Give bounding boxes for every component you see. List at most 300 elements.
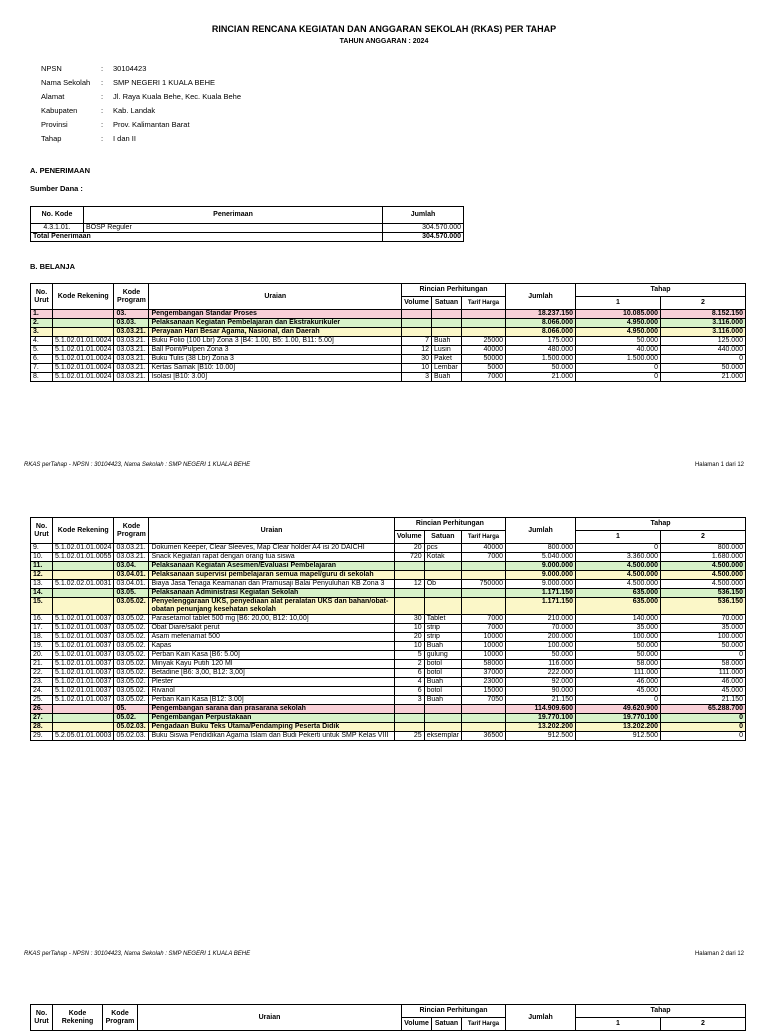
cell-tahap-1: 4.950.000 — [576, 328, 661, 337]
cell-uraian: Kertas Samak [B10: 10.00] — [149, 364, 402, 373]
cell-kode-program: 03.03.21. — [114, 346, 149, 355]
cell-kode-program: 03.03.21. — [114, 553, 149, 562]
cell-tahap-1: 4.950.000 — [576, 319, 661, 328]
cell-jumlah: 21.000 — [506, 373, 576, 382]
cell-tahap-1: 50.000 — [576, 642, 661, 651]
cell-no: 17. — [31, 624, 53, 633]
cell-kode-rekening: 5.1.02.01.01.0024 — [53, 373, 114, 382]
cell-jumlah: 50.000 — [506, 651, 576, 660]
cell-satuan — [424, 562, 461, 571]
cell-volume: 720 — [394, 553, 424, 562]
table-row — [31, 723, 746, 732]
cell-tahap-2: 46.000 — [661, 678, 746, 687]
page-footer: RKAS perTahap - NPSN : 30104423, Nama Sekolah : SMP NEGERI 1 KUALA BEHE — [24, 951, 251, 957]
cell-tahap-1: 0 — [576, 544, 661, 553]
cell-kode-program: 03.03.21. — [114, 355, 149, 364]
cell-tahap-1: 4.500.000 — [576, 571, 661, 580]
cell-kode-program: 03.04. — [114, 562, 149, 571]
cell-uraian: Isolasi [B10: 3.00] — [149, 373, 402, 382]
cell-no: 19. — [31, 642, 53, 651]
cell-kode-program: 03.04.01. — [114, 580, 149, 589]
cell-kode-rekening: 5.1.02.01.01.0037 — [53, 678, 114, 687]
cell-satuan: botol — [424, 687, 461, 696]
cell-uraian: Pelaksanaan Administrasi Kegiatan Sekolah — [149, 589, 394, 598]
cell-tarif: 23000 — [462, 678, 506, 687]
info-value: Jl. Raya Kuala Behe, Kec. Kuala Behe — [113, 92, 241, 101]
table-row — [31, 598, 746, 615]
cell-uraian: Snack Kegiatan rapat dengan orang tua siswa — [149, 553, 394, 562]
cell-satuan: botol — [424, 660, 461, 669]
cell-kode-program: 03.03.21. — [114, 544, 149, 553]
cell-kode-program: 03.05.02. — [114, 660, 149, 669]
table-row — [31, 660, 746, 669]
info-separator: : — [101, 120, 104, 129]
cell-volume: 10 — [394, 624, 424, 633]
cell-tarif — [462, 310, 506, 319]
cell-tahap-2: 3.116.000 — [661, 328, 746, 337]
cell-uraian: Buku Tulis (38 Lbr) Zona 3 — [149, 355, 402, 364]
info-value: I dan II — [113, 134, 136, 143]
cell-tahap-2: 0 — [661, 355, 746, 364]
cell-volume: 4 — [394, 678, 424, 687]
cell-uraian: Pengembangan Standar Proses — [149, 310, 402, 319]
cell-tahap-2: 0 — [661, 651, 746, 660]
cell-uraian: Parasetamol tablet 500 mg [B6: 20,00, B12: 10,00] — [149, 615, 394, 624]
info-separator: : — [101, 106, 104, 115]
cell-jumlah: 114.909.600 — [506, 705, 576, 714]
header-volume: Volume — [402, 1018, 432, 1031]
table-row — [31, 319, 746, 328]
cell-volume: 5 — [394, 651, 424, 660]
cell-kode-rekening — [53, 319, 114, 328]
cell-no: 5. — [31, 346, 53, 355]
cell-no: 18. — [31, 633, 53, 642]
cell-kode-rekening: 5.1.02.01.01.0037 — [53, 624, 114, 633]
cell-kode-rekening: 5.1.02.01.01.0037 — [53, 615, 114, 624]
cell-tahap-1: 635.000 — [576, 589, 661, 598]
cell-tahap-2: 440.000 — [661, 346, 746, 355]
cell-volume: 2 — [394, 660, 424, 669]
document-title: RINCIAN RENCANA KEGIATAN DAN ANGGARAN SEKOLAH (RKAS) PER TAHAP — [211, 24, 557, 34]
header-kode-rekening: Kode Rekening — [53, 518, 114, 544]
table-row — [31, 732, 746, 741]
cell-tahap-1: 46.000 — [576, 678, 661, 687]
info-value: Prov. Kalimantan Barat — [113, 120, 190, 129]
cell-volume: 10 — [394, 642, 424, 651]
cell-uraian: Pelaksanaan supervisi pembelajaran semua mapel/guru di sekolah — [149, 571, 394, 580]
header-no: No. Urut — [31, 518, 53, 544]
cell-satuan: Buah — [424, 642, 461, 651]
cell-kode-rekening — [53, 589, 114, 598]
cell-jumlah: 304.570.000 — [383, 224, 464, 233]
cell-tarif — [462, 571, 506, 580]
cell-tahap-2: 4.500.000 — [661, 571, 746, 580]
cell-uraian: Kapas — [149, 642, 394, 651]
cell-satuan: Ob — [424, 580, 461, 589]
cell-kode-rekening: 5.2.05.01.01.0003 — [53, 732, 114, 741]
cell-volume — [402, 310, 432, 319]
cell-jumlah: 90.000 — [506, 687, 576, 696]
cell-volume: 3 — [402, 373, 432, 382]
cell-tarif — [462, 714, 506, 723]
cell-satuan: Kotak — [424, 553, 461, 562]
table-row — [31, 328, 746, 337]
cell-tarif: 7050 — [462, 696, 506, 705]
cell-jumlah: 13.202.200 — [506, 723, 576, 732]
cell-kode-program: 03.05.02. — [114, 624, 149, 633]
cell-kode-rekening: 5.1.02.01.01.0024 — [53, 364, 114, 373]
cell-tarif: 7000 — [462, 615, 506, 624]
info-value: SMP NEGERI 1 KUALA BEHE — [113, 78, 215, 87]
total-label: Total Penerimaan — [31, 233, 383, 242]
cell-no: 16. — [31, 615, 53, 624]
cell-satuan: Buah — [424, 678, 461, 687]
header-uraian: Uraian — [149, 284, 402, 310]
cell-volume — [394, 723, 424, 732]
cell-volume: 7 — [402, 337, 432, 346]
info-label: NPSN — [41, 64, 62, 73]
cell-kode-rekening — [53, 723, 114, 732]
info-label: Alamat — [41, 92, 65, 101]
page-footer: RKAS perTahap - NPSN : 30104423, Nama Sekolah : SMP NEGERI 1 KUALA BEHE — [24, 462, 251, 468]
cell-satuan: Buah — [432, 337, 462, 346]
table-row — [31, 544, 746, 553]
cell-tarif: 7000 — [462, 553, 506, 562]
header-uraian: Uraian — [138, 1005, 402, 1031]
header-tahap-1: 1 — [576, 1018, 661, 1031]
cell-tarif — [462, 705, 506, 714]
cell-tarif: 40000 — [462, 346, 506, 355]
cell-tahap-1: 4.500.000 — [576, 580, 661, 589]
cell-satuan — [424, 571, 461, 580]
info-row — [41, 134, 241, 148]
cell-tahap-1: 35.000 — [576, 624, 661, 633]
cell-jumlah: 200.000 — [506, 633, 576, 642]
cell-kode-program: 05.02.03. — [114, 732, 149, 741]
cell-jumlah: 210.000 — [506, 615, 576, 624]
cell-kode-rekening — [53, 328, 114, 337]
cell-tahap-2: 0 — [661, 714, 746, 723]
cell-no: 3. — [31, 328, 53, 337]
cell-kode-rekening: 5.1.02.02.01.0031 — [53, 580, 114, 589]
cell-volume: 6 — [394, 669, 424, 678]
cell-uraian: Buku Folio (100 Lbr) Zona 3 [B4: 1.00, B5: 1.00, B11: 5.00] — [149, 337, 402, 346]
cell-jumlah: 116.000 — [506, 660, 576, 669]
table-row — [31, 562, 746, 571]
cell-nama: BOSP Reguler — [84, 224, 383, 233]
cell-kode-rekening: 5.1.02.01.01.0037 — [53, 651, 114, 660]
table-row — [31, 553, 746, 562]
cell-volume — [402, 319, 432, 328]
header-satuan: Satuan — [432, 297, 462, 310]
cell-volume — [394, 705, 424, 714]
cell-uraian: Rivanol — [149, 687, 394, 696]
table-row — [31, 624, 746, 633]
cell-tahap-2: 4.500.000 — [661, 580, 746, 589]
cell-satuan: Paket — [432, 355, 462, 364]
cell-volume: 30 — [402, 355, 432, 364]
cell-volume: 12 — [394, 580, 424, 589]
header-satuan: Satuan — [424, 531, 461, 544]
header-no: No. Urut — [31, 1005, 53, 1031]
cell-kode-program: 03.05.02. — [114, 642, 149, 651]
header-kode-rekening: Kode Rekening — [53, 284, 114, 310]
cell-tarif — [462, 328, 506, 337]
cell-jumlah: 9.000.000 — [506, 580, 576, 589]
cell-satuan: eksemplar — [424, 732, 461, 741]
cell-volume: 20 — [394, 544, 424, 553]
header-tahap-2: 2 — [661, 531, 746, 544]
sumber-dana-label: Sumber Dana : — [30, 184, 83, 193]
header-no: No. Urut — [31, 284, 53, 310]
cell-tarif: 10000 — [462, 642, 506, 651]
cell-kode-program: 05.02. — [114, 714, 149, 723]
cell-kode-program: 03.05.02. — [114, 633, 149, 642]
cell-no: 21. — [31, 660, 53, 669]
cell-kode-rekening: 5.1.02.01.01.0024 — [53, 346, 114, 355]
cell-satuan — [424, 714, 461, 723]
cell-no: 29. — [31, 732, 53, 741]
cell-kode-program: 03.05.02. — [114, 615, 149, 624]
table-row — [31, 364, 746, 373]
cell-kode-program: 03.05.02. — [114, 687, 149, 696]
header-jumlah: Jumlah — [506, 284, 576, 310]
cell-uraian: Penyelenggaraan UKS, penyediaan alat peralatan UKS dan bahan/obat-obatan penunjang kesehatan sekolah — [149, 598, 394, 615]
cell-tarif — [462, 319, 506, 328]
cell-jumlah: 8.066.000 — [506, 328, 576, 337]
cell-kode-rekening — [53, 714, 114, 723]
table-row — [31, 696, 746, 705]
cell-satuan: pcs — [424, 544, 461, 553]
header-tahap: Tahap — [576, 518, 746, 531]
cell-kode-rekening: 5.1.02.01.01.0024 — [53, 544, 114, 553]
cell-satuan — [424, 705, 461, 714]
cell-tahap-2: 111.000 — [661, 669, 746, 678]
cell-jumlah: 1.500.000 — [506, 355, 576, 364]
cell-no: 2. — [31, 319, 53, 328]
table-row — [31, 615, 746, 624]
cell-tahap-2: 58.000 — [661, 660, 746, 669]
cell-tahap-1: 0 — [576, 696, 661, 705]
cell-volume — [402, 328, 432, 337]
cell-kode-program: 03.05.02. — [114, 598, 149, 615]
cell-no: 11. — [31, 562, 53, 571]
cell-uraian: Perban Kain Kasa [B12: 3.00] — [149, 696, 394, 705]
cell-volume — [394, 714, 424, 723]
cell-kode-rekening: 5.1.02.01.01.0024 — [53, 337, 114, 346]
cell-uraian: Pengadaan Buku Teks Utama/Pendamping Peserta Didik — [149, 723, 394, 732]
table-row — [31, 589, 746, 598]
cell-tahap-2: 50.000 — [661, 642, 746, 651]
cell-uraian: Pengembangan sarana dan prasarana sekolah — [149, 705, 394, 714]
header-tahap-1: 1 — [576, 297, 661, 310]
table-row — [31, 669, 746, 678]
cell-jumlah: 70.000 — [506, 624, 576, 633]
cell-no: 14. — [31, 589, 53, 598]
info-label: Tahap — [41, 134, 62, 143]
cell-kode-program: 03.05.02. — [114, 678, 149, 687]
cell-volume: 6 — [394, 687, 424, 696]
cell-tarif — [462, 723, 506, 732]
cell-tahap-2: 21.000 — [661, 373, 746, 382]
cell-tahap-1: 1.500.000 — [576, 355, 661, 364]
cell-no: 13. — [31, 580, 53, 589]
cell-no: 27. — [31, 714, 53, 723]
cell-kode-rekening: 5.1.02.01.01.0024 — [53, 355, 114, 364]
cell-uraian: Perayaan Hari Besar Agama, Nasional, dan Daerah — [149, 328, 402, 337]
total-row — [31, 233, 464, 242]
cell-kode-program: 03.05. — [114, 589, 149, 598]
cell-kode-program: 05.02.03. — [114, 723, 149, 732]
cell-kode-program: 05. — [114, 705, 149, 714]
cell-jumlah: 92.000 — [506, 678, 576, 687]
header-penerimaan: Penerimaan — [84, 207, 383, 224]
cell-kode-program: 03.03.21. — [114, 337, 149, 346]
cell-jumlah: 175.000 — [506, 337, 576, 346]
cell-satuan: Lembar — [432, 364, 462, 373]
table-row — [31, 373, 746, 382]
cell-satuan — [432, 328, 462, 337]
cell-satuan: gulung — [424, 651, 461, 660]
cell-tahap-1: 635.000 — [576, 598, 661, 615]
penerimaan-table — [30, 206, 464, 242]
cell-satuan: botol — [424, 669, 461, 678]
cell-uraian: Pelaksanaan Kegiatan Asesmen/Evaluasi Pembelajaran — [149, 562, 394, 571]
cell-no: 26. — [31, 705, 53, 714]
cell-uraian: Plester — [149, 678, 394, 687]
cell-tahap-1: 10.085.000 — [576, 310, 661, 319]
cell-tahap-2: 50.000 — [661, 364, 746, 373]
info-separator: : — [101, 92, 104, 101]
cell-jumlah: 50.000 — [506, 364, 576, 373]
header-rincian: Rincian Perhitungan — [394, 518, 505, 531]
cell-tarif — [462, 598, 506, 615]
cell-tahap-2: 35.000 — [661, 624, 746, 633]
cell-tarif: 7000 — [462, 373, 506, 382]
header-jumlah: Jumlah — [506, 1005, 576, 1031]
cell-satuan: Buah — [424, 696, 461, 705]
page-number: Halaman 2 dari 12 — [694, 951, 744, 957]
table-row — [31, 580, 746, 589]
cell-volume: 20 — [394, 633, 424, 642]
cell-tarif: 7000 — [462, 624, 506, 633]
header-tarif: Tarif Harga — [462, 297, 506, 310]
cell-no: 4. — [31, 337, 53, 346]
cell-satuan: Lusin — [432, 346, 462, 355]
cell-satuan — [424, 723, 461, 732]
cell-no: 28. — [31, 723, 53, 732]
school-info — [41, 64, 241, 148]
cell-kode-rekening: 5.1.02.01.01.0037 — [53, 642, 114, 651]
cell-kode-rekening: 5.1.02.01.01.0037 — [53, 687, 114, 696]
header-satuan: Satuan — [432, 1018, 462, 1031]
cell-tahap-2: 800.000 — [661, 544, 746, 553]
header-volume: Volume — [402, 297, 432, 310]
header-kode-program: Kode Program — [103, 1005, 138, 1031]
cell-jumlah: 480.000 — [506, 346, 576, 355]
cell-satuan: Buah — [432, 373, 462, 382]
cell-volume — [394, 589, 424, 598]
cell-tahap-2: 536.150 — [661, 589, 746, 598]
header-uraian: Uraian — [149, 518, 394, 544]
cell-tarif: 50000 — [462, 355, 506, 364]
info-row — [41, 78, 241, 92]
cell-satuan — [424, 589, 461, 598]
cell-kode-rekening: 5.1.02.01.01.0037 — [53, 669, 114, 678]
info-row — [41, 106, 241, 120]
cell-no: 22. — [31, 669, 53, 678]
header-jumlah: Jumlah — [383, 207, 464, 224]
header-tahap-1: 1 — [576, 531, 661, 544]
cell-no: 9. — [31, 544, 53, 553]
cell-kode-program: 03.03.21. — [114, 328, 149, 337]
total-value: 304.570.000 — [383, 233, 464, 242]
belanja-table-page3-header — [30, 1004, 746, 1031]
cell-kode-rekening: 5.1.02.01.01.0055 — [53, 553, 114, 562]
cell-tahap-2: 0 — [661, 723, 746, 732]
header-tahap: Tahap — [576, 284, 746, 297]
cell-kode-rekening — [53, 705, 114, 714]
cell-tahap-1: 40.000 — [576, 346, 661, 355]
section-penerimaan-title: A. PENERIMAAN — [30, 166, 91, 175]
cell-volume — [394, 598, 424, 615]
cell-jumlah: 800.000 — [506, 544, 576, 553]
cell-volume: 12 — [402, 346, 432, 355]
cell-kode-program: 03.03.21. — [114, 373, 149, 382]
cell-satuan: Tablet — [424, 615, 461, 624]
cell-uraian: Pelaksanaan Kegiatan Pembelajaran dan Ekstrakurikuler — [149, 319, 402, 328]
cell-satuan: strip — [424, 633, 461, 642]
table-row — [31, 224, 464, 233]
cell-tahap-1: 0 — [576, 364, 661, 373]
info-label: Provinsi — [41, 120, 68, 129]
table-row — [31, 651, 746, 660]
info-label: Kabupaten — [41, 106, 78, 115]
cell-tahap-1: 13.202.200 — [576, 723, 661, 732]
cell-tahap-2: 1.680.000 — [661, 553, 746, 562]
info-row — [41, 92, 241, 106]
info-value: Kab. Landak — [113, 106, 156, 115]
cell-tahap-1: 100.000 — [576, 633, 661, 642]
cell-kode-program: 03.05.02. — [114, 696, 149, 705]
cell-tahap-1: 50.000 — [576, 651, 661, 660]
table-row — [31, 633, 746, 642]
document-subtitle: TAHUN ANGGARAN : 2024 — [339, 38, 429, 45]
cell-kode-rekening — [53, 310, 114, 319]
page-number: Halaman 1 dari 12 — [694, 462, 744, 468]
cell-tahap-1: 912.500 — [576, 732, 661, 741]
cell-uraian: Buku Siswa Pendidikan Agama Islam dan Budi Pekerti untuk SMP Kelas VIII — [149, 732, 394, 741]
cell-satuan — [432, 310, 462, 319]
table-row — [31, 346, 746, 355]
section-belanja-title: B. BELANJA — [30, 262, 76, 271]
header-kode-program: Kode Program — [114, 284, 149, 310]
cell-kode-rekening — [53, 571, 114, 580]
cell-kode-rekening — [53, 562, 114, 571]
cell-tarif: 58000 — [462, 660, 506, 669]
cell-tahap-2: 4.500.000 — [661, 562, 746, 571]
cell-tarif — [462, 589, 506, 598]
info-row — [41, 64, 241, 78]
table-row — [31, 705, 746, 714]
cell-tahap-1: 58.000 — [576, 660, 661, 669]
cell-no: 7. — [31, 364, 53, 373]
cell-tahap-1: 49.620.900 — [576, 705, 661, 714]
header-kode-program: Kode Program — [114, 518, 149, 544]
cell-kode-program: 03.03.21. — [114, 364, 149, 373]
cell-volume: 3 — [394, 696, 424, 705]
cell-tahap-2: 125.000 — [661, 337, 746, 346]
